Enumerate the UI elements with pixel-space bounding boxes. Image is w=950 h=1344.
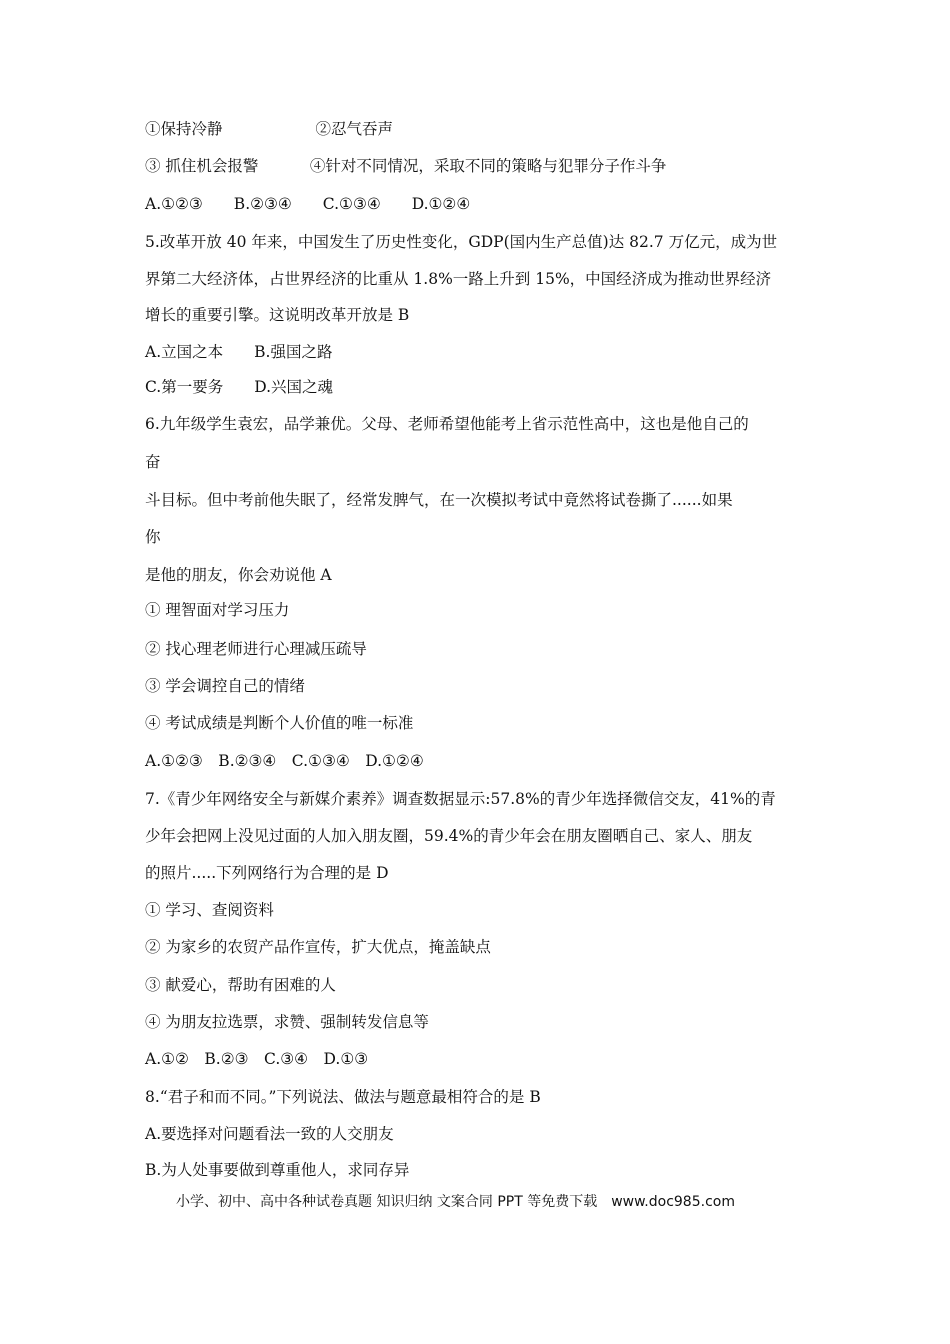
text-line: A.①②③ B.②③④ C.①③④ D.①②④ [145, 195, 471, 213]
text-line: 5.改革开放 40 年来，中国发生了历史性变化，GDP(国内生产总值)达 82.7 万亿元，成为世 [145, 233, 778, 251]
text-line: 斗目标。但中考前他失眠了，经常发脾气，在一次模拟考试中竟然将试卷撕了......如果 [145, 491, 733, 509]
text-line: C.第一要务 D.兴国之魂 [145, 378, 334, 396]
text-line: 的照片.....下列网络行为合理的是 D [145, 864, 389, 882]
text-line: B.为人处事要做到尊重他人，求同存异 [145, 1161, 410, 1179]
text-line: ③ 抓住机会报警 ④针对不同情况，采取不同的策略与犯罪分子作斗争 [145, 157, 667, 175]
text-line: A.①②③ B.②③④ C.①③④ D.①②④ [145, 752, 424, 770]
text-line: ① 理智面对学习压力 [145, 601, 290, 619]
text-line: 增长的重要引擎。这说明改革开放是 B [145, 306, 410, 324]
text-line: 界第二大经济体，占世界经济的比重从 1.8%一路上升到 15%，中国经济成为推动世界经济 [145, 270, 772, 288]
text-line: A.立国之本 B.强国之路 [145, 343, 333, 361]
text-line: 奋 [145, 453, 161, 471]
text-line: ① 学习、查阅资料 [145, 901, 274, 919]
text-line: ④ 考试成绩是判断个人价值的唯一标准 [145, 714, 414, 732]
text-line: 6.九年级学生袁宏，品学兼优。父母、老师希望他能考上省示范性高中，这也是他自己的 [145, 415, 749, 433]
text-line: 8.“君子和而不同。”下列说法、做法与题意最相符合的是 B [145, 1088, 541, 1106]
text-line: ② 为家乡的农贸产品作宣传，扩大优点，掩盖缺点 [145, 938, 491, 956]
text-line: A.①② B.②③ C.③④ D.①③ [145, 1050, 369, 1068]
text-line: ③ 献爱心，帮助有困难的人 [145, 976, 336, 994]
text-line: A.要选择对问题看法一致的人交朋友 [145, 1125, 394, 1143]
text-line: ④ 为朋友拉选票，求赞、强制转发信息等 [145, 1013, 429, 1031]
text-line: ①保持冷静 ②忍气吞声 [145, 120, 394, 138]
page-footer: 小学、初中、高中各种试卷真题 知识归纳 文案合同 PPT 等免费下载 www.doc985.com [176, 1194, 735, 1210]
text-line: 是他的朋友，你会劝说他 A [145, 566, 332, 584]
text-line: 你 [145, 528, 161, 546]
text-line: 7.《青少年网络安全与新媒介素养》调查数据显示:57.8%的青少年选择微信交友，41%的青 [145, 790, 776, 808]
text-line: ③ 学会调控自己的情绪 [145, 677, 305, 695]
text-line: 少年会把网上没见过面的人加入朋友圈，59.4%的青少年会在朋友圈晒自己、家人、朋友 [145, 827, 753, 845]
text-line: ② 找心理老师进行心理减压疏导 [145, 640, 367, 658]
